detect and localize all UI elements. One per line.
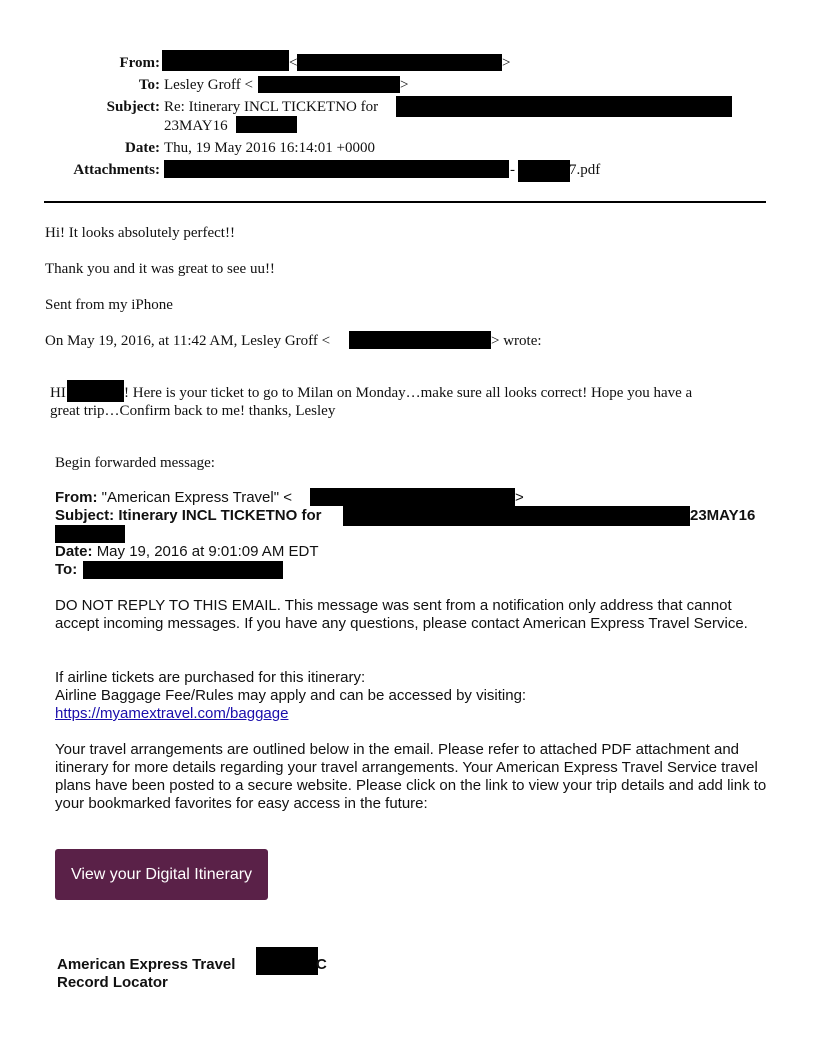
subject-line2: 23MAY16: [164, 118, 228, 134]
fwd-date-label: Date:: [55, 543, 93, 560]
redaction-box: [258, 76, 400, 93]
from-lt: <: [289, 55, 298, 71]
attachments-label: Attachments:: [73, 162, 160, 178]
redaction-box: [83, 561, 283, 579]
attachment-dash: -: [510, 162, 515, 178]
redaction-box: [297, 54, 502, 71]
travel-arrangements-paragraph: Your travel arrangements are outlined below in the email. Please refer to attached PDF attachment and itinerary for more details regarding your travel arrangements. Your American Express Travel Service travel plans have been posted to a secure website. Please click on the link to view your trip details and add link to your bookmarked favorites for easy access in the future:: [55, 741, 767, 812]
redaction-box: [343, 506, 690, 526]
from-gt: >: [502, 55, 511, 71]
lesley-greeting: HI: [50, 385, 66, 401]
fwd-date-value: May 19, 2016 at 9:01:09 AM EDT: [96, 543, 319, 560]
redaction-box: [310, 488, 515, 506]
redaction-box: [349, 331, 491, 349]
redaction-box: [396, 96, 732, 117]
fwd-from-label: From:: [55, 489, 98, 506]
view-digital-itinerary-button[interactable]: View your Digital Itinerary: [55, 849, 268, 900]
redaction-box: [518, 160, 570, 182]
reply-signature: Sent from my iPhone: [45, 297, 173, 313]
forwarded-begin: Begin forwarded message:: [55, 455, 215, 471]
redaction-box: [164, 160, 509, 178]
airline-tickets-line: If airline tickets are purchased for this itinerary:: [55, 669, 366, 686]
lesley-line-1: ! Here is your ticket to go to Milan on Monday…make sure all looks correct! Hope you have a: [124, 385, 693, 401]
from-label: From:: [119, 55, 160, 71]
to-gt: >: [400, 77, 409, 93]
do-not-reply-paragraph: DO NOT REPLY TO THIS EMAIL. This message was sent from a notification only address that cannot accept incoming messages. If you have any questions, please contact American Express Travel Service.: [55, 597, 748, 632]
fwd-subject-label: Subject:: [55, 507, 115, 524]
baggage-fee-line: Airline Baggage Fee/Rules may apply and can be accessed by visiting:: [55, 687, 527, 704]
fwd-from-value: "American Express Travel" <: [101, 489, 292, 506]
fwd-subject-value: Itinerary INCL TICKETNO for: [118, 507, 322, 524]
quote-attribution-suffix: > wrote:: [491, 333, 542, 349]
quote-attribution-prefix: On May 19, 2016, at 11:42 AM, Lesley Groff <: [45, 333, 331, 349]
reply-line-1: Hi! It looks absolutely perfect!!: [45, 225, 235, 241]
fwd-subject-tail: 23MAY16: [690, 507, 756, 524]
to-value: Lesley Groff <: [164, 77, 253, 93]
subject-line1: Re: Itinerary INCL TICKETNO for: [164, 99, 379, 115]
attachment-filename[interactable]: 7.pdf: [569, 162, 601, 178]
to-label: To:: [138, 77, 160, 93]
lesley-line-2: great trip…Confirm back to me! thanks, Lesley: [50, 403, 336, 419]
redaction-box: [256, 947, 318, 975]
header-divider: [44, 201, 766, 203]
redaction-box: [236, 116, 297, 133]
date-value: Thu, 19 May 2016 16:14:01 +0000: [164, 140, 375, 156]
fwd-to-label: To:: [55, 561, 78, 578]
reply-line-2: Thank you and it was great to see uu!!: [45, 261, 275, 277]
redaction-box: [55, 525, 125, 543]
baggage-link[interactable]: https://myamextravel.com/baggage: [55, 705, 289, 722]
redaction-box: [67, 380, 124, 402]
date-label: Date:: [125, 140, 160, 156]
subject-label: Subject:: [106, 99, 160, 115]
record-locator-label: Record Locator: [57, 974, 168, 991]
amex-travel-tail: C: [316, 956, 327, 973]
redaction-box: [162, 50, 289, 71]
amex-travel-label: American Express Travel: [57, 956, 236, 973]
fwd-from-gt: >: [515, 489, 524, 506]
